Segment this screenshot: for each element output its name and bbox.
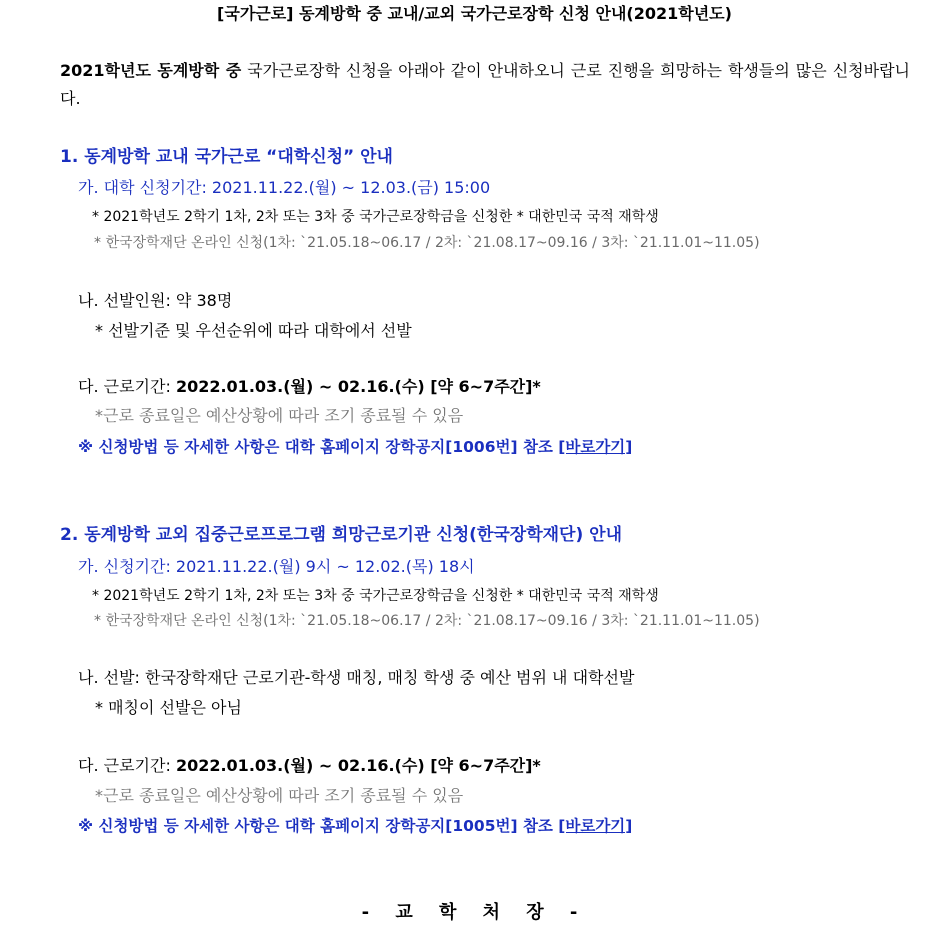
section2-notice	[78, 815, 632, 837]
section1-work-period-value: 2022.01.03.(월) ~ 02.16.(수) [약 6~7주간]*	[175, 377, 541, 396]
section1-selection-note: * 선발기준 및 우선순위에 따라 대학에서 선발	[95, 321, 412, 340]
section1-online-note: * 한국장학재단 온라인 신청(1차: `21.05.18~06.17 / 2차: `21.08.17~09.16 / 3차: `21.11.01~11.05)	[94, 235, 760, 251]
section2-work-period-label: 다. 근로기간:	[78, 756, 176, 775]
section2-application-period: 가. 신청기간: 2021.11.22.(월) 9시 ~ 12.02.(목) 18시	[78, 557, 475, 576]
section2-shortcut-link[interactable]: [바로가기]	[558, 817, 633, 835]
section1-work-period	[78, 376, 541, 398]
section1-application-period: 가. 대학 신청기간: 2021.11.22.(월) ~ 12.03.(금) 15:00	[78, 178, 491, 197]
section1-notice-text: ※ 신청방법 등 자세한 사항은 대학 홈페이지 장학공지[1006번] 참조	[78, 438, 559, 456]
section1-heading: 1. 동계방학 교내 국가근로 “대학신청” 안내	[60, 147, 393, 167]
section1-end-note: *근로 종료일은 예산상황에 따라 조기 종료될 수 있음	[95, 406, 464, 425]
section2-selection: 나. 선발: 한국장학재단 근로기관-학생 매칭, 매칭 학생 중 예산 범위 내 대학선발	[78, 668, 635, 687]
section1-notice	[78, 436, 632, 458]
intro-text: 국가근로장학 신청을 아래아 같이 안내하오니 근로 진행을 희망하는 학생들의 많은 신청바랍니다.	[60, 61, 911, 108]
section2-work-period-value: 2022.01.03.(월) ~ 02.16.(수) [약 6~7주간]*	[175, 756, 541, 775]
section2-notice-text: ※ 신청방법 등 자세한 사항은 대학 홈페이지 장학공지[1005번] 참조	[78, 817, 559, 835]
document-title: [국가근로] 동계방학 중 교내/교외 국가근로장학 신청 안내(2021학년도)	[217, 4, 732, 23]
section1-work-period-label: 다. 근로기간:	[78, 377, 176, 396]
section2-eligibility-note: * 2021학년도 2학기 1차, 2차 또는 3차 중 국가근로장학금을 신청한 * 대한민국 국적 재학생	[92, 588, 659, 604]
section1-eligibility-note: * 2021학년도 2학기 1차, 2차 또는 3차 중 국가근로장학금을 신청한 * 대한민국 국적 재학생	[92, 209, 659, 225]
section2-end-note: *근로 종료일은 예산상황에 따라 조기 종료될 수 있음	[95, 786, 464, 805]
section2-selection-note: * 매칭이 선발은 아님	[95, 698, 242, 717]
section2-heading: 2. 동계방학 교외 집중근로프로그램 희망근로기관 신청(한국장학재단) 안내	[60, 525, 622, 545]
section2-online-note: * 한국장학재단 온라인 신청(1차: `21.05.18~06.17 / 2차: `21.08.17~09.16 / 3차: `21.11.01~11.05)	[94, 613, 760, 629]
section2-work-period	[78, 755, 541, 777]
section1-selection-count: 나. 선발인원: 약 38명	[78, 291, 233, 310]
signature: - 교 학 처 장 -	[361, 902, 588, 923]
intro-paragraph	[60, 57, 910, 113]
section1-shortcut-link[interactable]: [바로가기]	[558, 438, 633, 456]
intro-bold: 2021학년도 동계방학 중	[60, 61, 242, 80]
